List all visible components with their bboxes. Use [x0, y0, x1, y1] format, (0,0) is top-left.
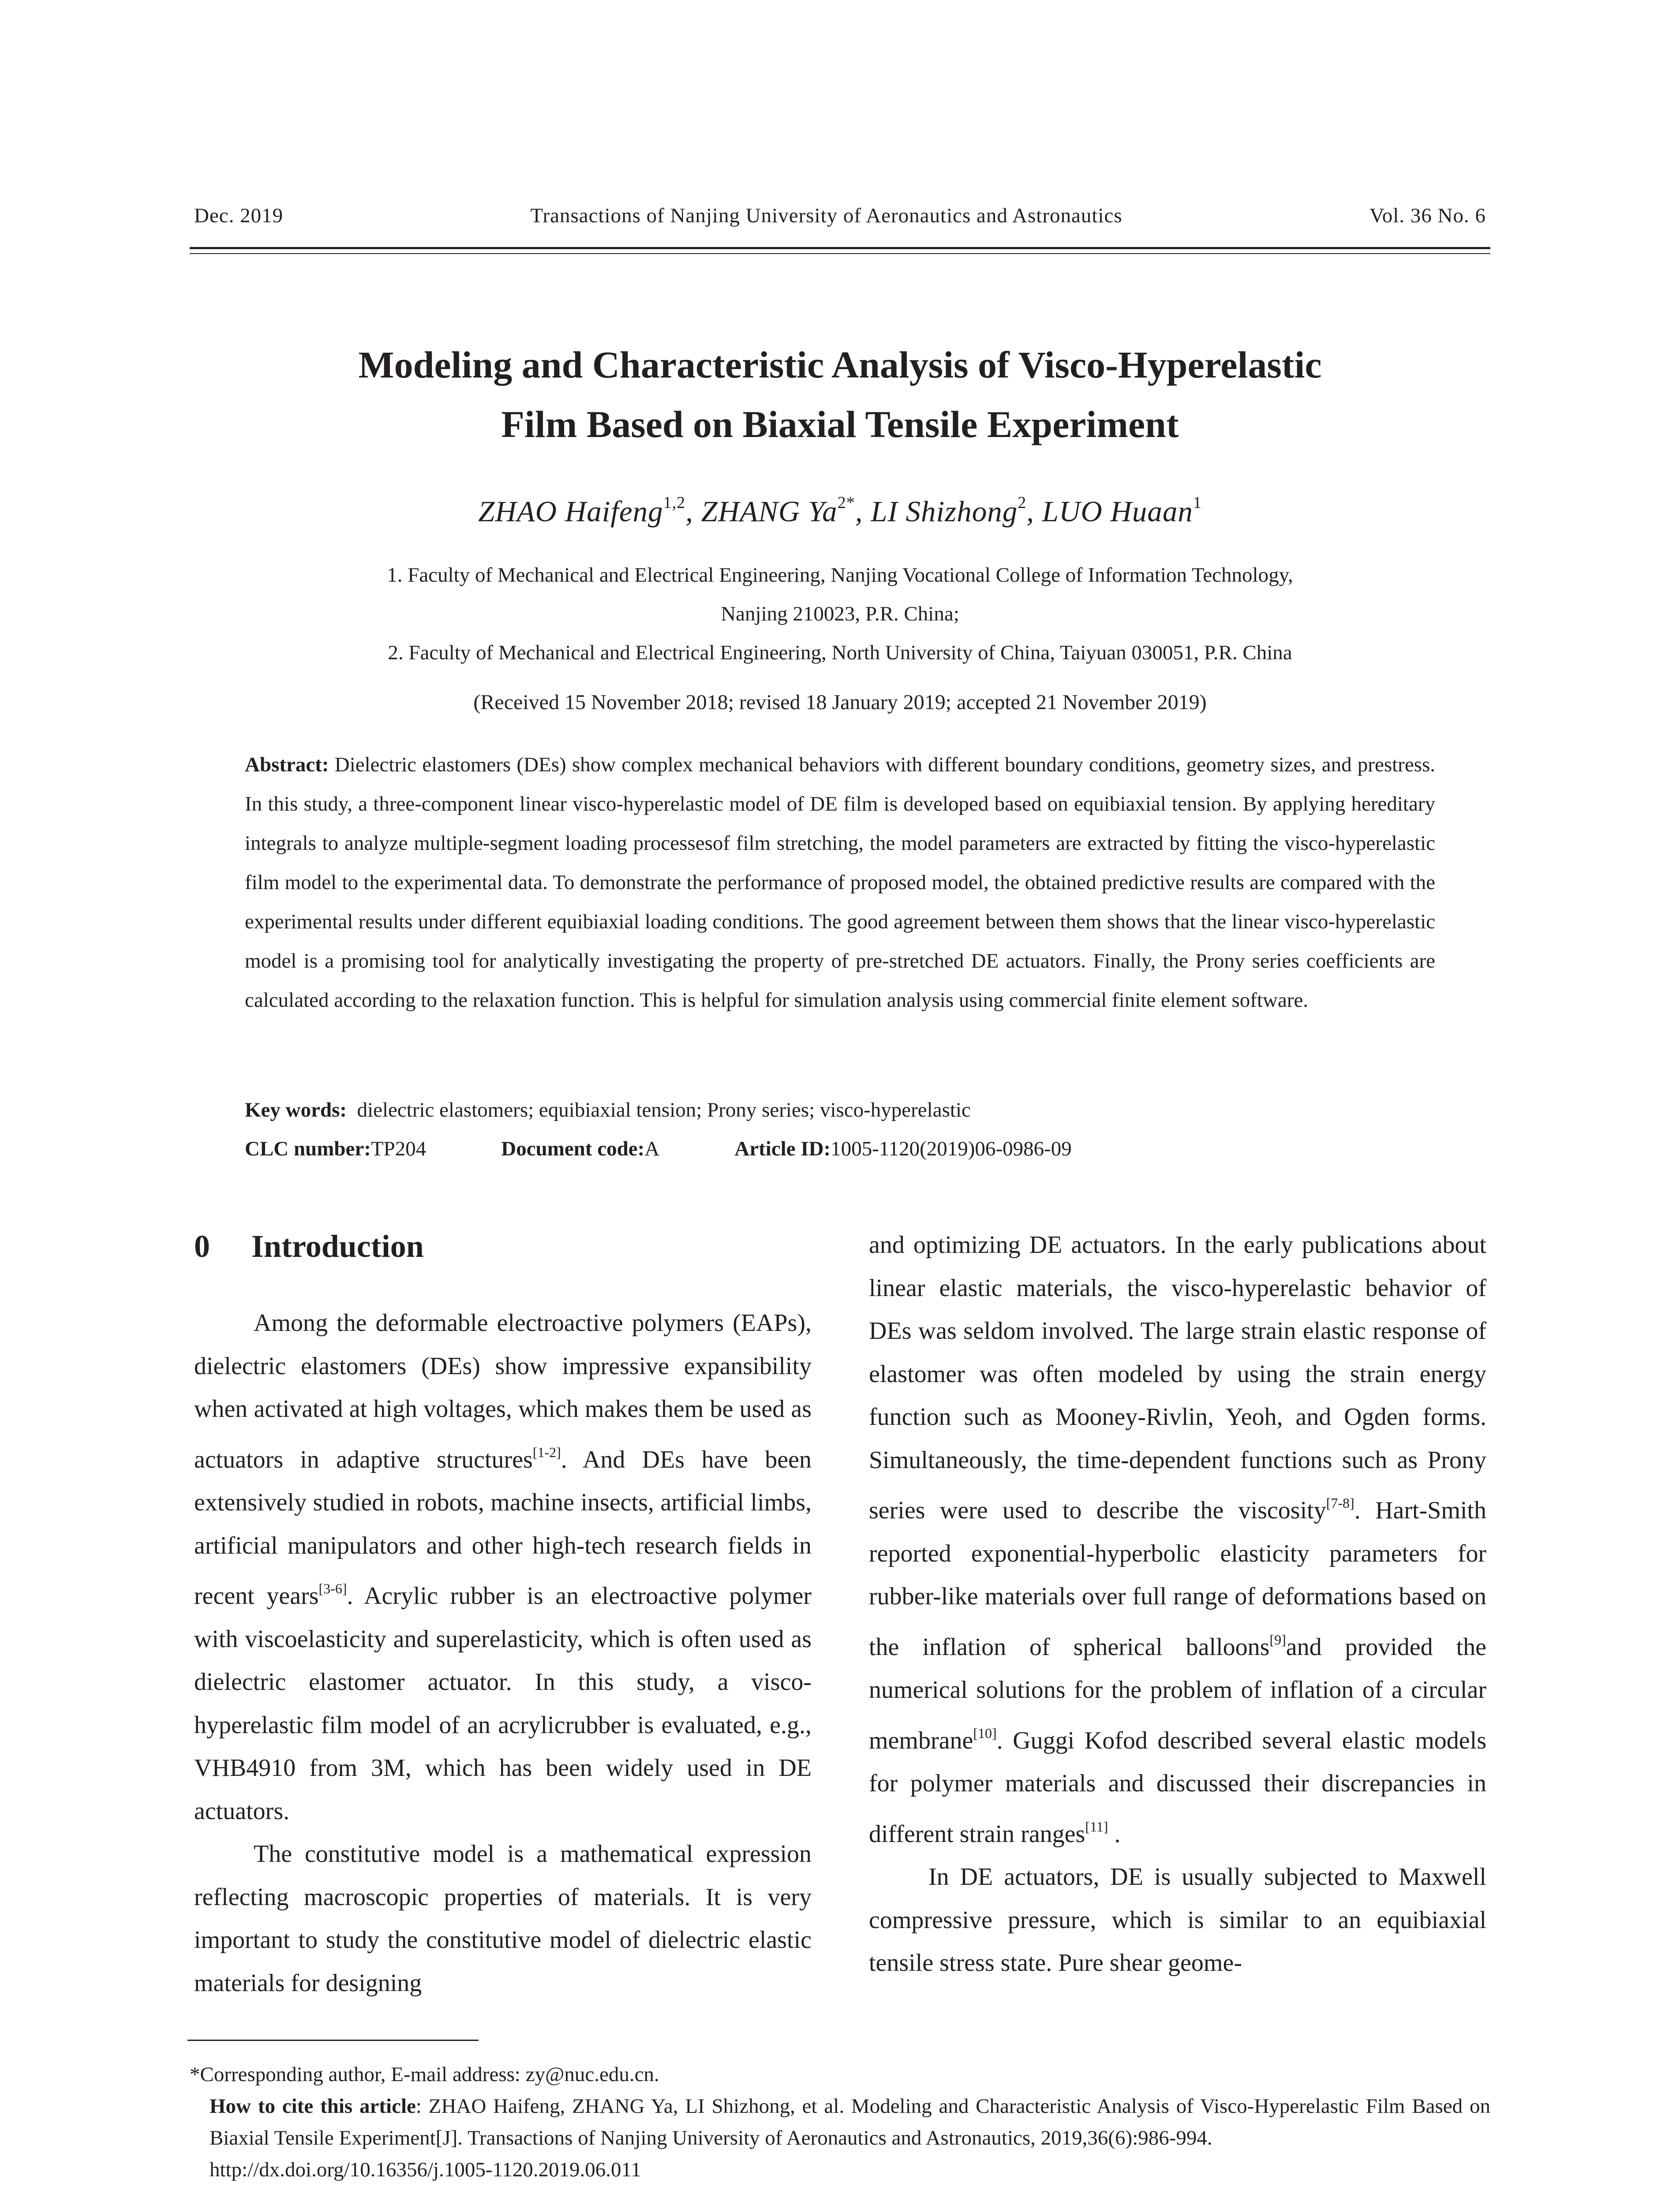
corresponding-author-note: *Corresponding author, E-mail address: zy@nuc.edu.cn.	[190, 2063, 659, 2086]
article-id	[734, 1137, 1071, 1161]
citation-note	[190, 2090, 1490, 2154]
author-affil-mark: 1,2	[663, 493, 686, 512]
text-run: and provided the numerical solutions for the problem of inflation of a circular membrane	[869, 1633, 1486, 1754]
volume-number: Vol. 36 No. 6	[1369, 204, 1486, 227]
abstract-text: Dielectric elastomers (DEs) show complex mechanical behaviors with different boundary conditions, geometry sizes, and prestress. In this study, a three-component linear visco-hyperelastic model of DE film is developed based on equibiaxial tension. By applying hereditary integrals to analyze multiple-segment loading processesof film stretching, the model parameters are extracted by fitting the visco-hyperelastic film model to the experimental data. To demonstrate the performance of proposed model, the obtained predictive results are compared with the experimental results under different equibiaxial loading conditions. The good agreement between them shows that the linear visco-hyperelastic model is a promising tool for analytically investigating the property of pre-stretched DE actuators. Finally, the Prony series coefficients are calculated according to the relaxation function. This is helpful for simulation analysis using commercial finite element software.	[245, 753, 1436, 1012]
title-line-1: Modeling and Characteristic Analysis of Visco-Hyperelastic	[358, 344, 1322, 386]
affiliation-1-line-1: 1. Faculty of Mechanical and Electrical Engineering, Nanjing Vocational College of Information Technology,	[387, 564, 1293, 587]
text-run: . Acrylic rubber is an electroactive polymer with viscoelasticity and superelasticity, which is often used as dielectric elastomer actuator. In this study, a visco-hyperelastic film model of an acrylicrubber is evaluated, e.g., VHB4910 from 3M, which has been widely used in DE actuators.	[194, 1582, 812, 1825]
text-run: .	[1108, 1820, 1121, 1848]
received-dates: (Received 15 November 2018; revised 18 January 2019; accepted 21 November 2019)	[473, 691, 1207, 714]
keywords-label: Key words:	[245, 1099, 347, 1121]
citation-ref[interactable]: [7-8]	[1326, 1495, 1354, 1511]
text-run: . And DEs have been extensively studied in robots, machine insects, artificial limbs, artificial manipulators and other high-tech research fields in recent years	[194, 1446, 812, 1610]
affiliations	[176, 556, 1504, 672]
abstract-label: Abstract:	[245, 753, 329, 776]
header-rule-thick	[190, 247, 1490, 249]
doc-code-label: Document code:	[501, 1137, 645, 1160]
clc-value: TP204	[370, 1137, 427, 1160]
author-name: LI Shizhong	[871, 495, 1018, 528]
left-column	[194, 1222, 812, 2005]
paper-title	[176, 335, 1504, 454]
citation-ref[interactable]: [3-6]	[318, 1581, 347, 1596]
right-column	[869, 1224, 1486, 1985]
citation-ref[interactable]: [11]	[1085, 1818, 1108, 1835]
affiliation-1-line-2: Nanjing 210023, P.R. China;	[721, 602, 959, 625]
citation-text: : ZHAO Haifeng, ZHANG Ya, LI Shizhong, et al. Modeling and Characteristic Analysis of Visco-Hyperelastic Film Based on Biaxial Tensile Experiment[J]. Transactions of Nanjing University of Aeronautics and Astronautics, 2019,36(6):986-994.	[210, 2095, 1490, 2149]
section-title: Introduction	[251, 1229, 424, 1264]
document-code	[501, 1137, 659, 1161]
running-head	[194, 204, 1486, 228]
classification-line	[245, 1137, 1435, 1161]
author-affil-mark: 2*	[837, 493, 855, 512]
citation-ref[interactable]: [9]	[1269, 1631, 1286, 1648]
footnote-rule	[187, 2040, 479, 2041]
paragraph	[194, 1302, 812, 1833]
text-run: . Guggi Kofod described several elastic models for polymer materials and discussed their discrepancies in different strain ranges	[869, 1727, 1486, 1848]
author-list: ZHAO Haifeng$^{1,2}$, ZHANG $Ya^{2*}$, LI Shizhong$^2$, LUO Huaan$^1$	[478, 493, 1202, 528]
issue-date: Dec. 2019	[194, 204, 284, 227]
citation-ref[interactable]: [1-2]	[532, 1444, 561, 1460]
text-run: Among the deformable electroactive polymers (EAPs), dielectric elastomers (DEs) show impressive expansibility when activated at high voltages, which makes them be used as actuators in adaptive structures	[194, 1309, 812, 1473]
section-heading	[194, 1222, 812, 1271]
author-name: ZHANG Ya	[701, 495, 838, 528]
author-name: LUO Huaan	[1042, 495, 1193, 528]
author-name: ZHAO Haifeng	[478, 495, 663, 528]
doi-link[interactable]: http://dx.doi.org/10.16356/j.1005-1120.2019.06.011	[210, 2158, 641, 2181]
abstract	[245, 745, 1435, 1020]
paragraph	[869, 1224, 1486, 1856]
title-line-2: Film Based on Biaxial Tensile Experiment	[501, 403, 1179, 445]
citation-label: How to cite this article	[210, 2095, 416, 2118]
text-run: and optimizing DE actuators. In the early publications about linear elastic materials, the visco-hyperelastic behavior of DEs was seldom involved. The large strain elastic response of elastomer was often modeled by using the strain energy function such as Mooney-Rivlin, Yeoh, and Ogden forms. Simultaneously, the time-dependent functions such as Prony series were used to describe the viscosity	[869, 1231, 1486, 1524]
doc-code-value: A	[644, 1137, 660, 1160]
keywords-text: dielectric elastomers; equibiaxial tension; Prony series; visco-hyperelastic	[357, 1099, 971, 1121]
paragraph: The constitutive model is a mathematical expression reflecting macroscopic properties of materials. It is very important to study the constitutive model of dielectric elastic materials for designing	[194, 1840, 812, 1997]
clc-number	[245, 1137, 426, 1161]
paragraph: In DE actuators, DE is usually subjected to Maxwell compressive pressure, which is similar to an equibiaxial tensile stress state. Pure shear geome-	[869, 1863, 1486, 1977]
affiliation-2: 2. Faculty of Mechanical and Electrical Engineering, North University of China, Taiyuan 030051, P.R. China	[388, 641, 1292, 664]
article-id-label: Article ID:	[734, 1137, 831, 1160]
section-number: 0	[194, 1229, 210, 1264]
keywords	[245, 1098, 1435, 1122]
author-affil-mark: 1	[1193, 493, 1202, 512]
text-run: . Hart-Smith reported exponential-hyperbolic elasticity parameters for rubber-like materials over full range of deformations based on the inflation of spherical balloons	[869, 1497, 1486, 1661]
journal-name: Transactions of Nanjing University of Aeronautics and Astronautics	[530, 204, 1122, 227]
header-rule-thin	[190, 253, 1490, 254]
author-affil-mark: 2	[1018, 493, 1027, 512]
article-id-value: 1005-1120(2019)06-0986-09	[831, 1137, 1072, 1160]
clc-label: CLC number:	[245, 1137, 371, 1160]
citation-ref[interactable]: [10]	[973, 1725, 997, 1741]
footnotes	[190, 2059, 1490, 2186]
